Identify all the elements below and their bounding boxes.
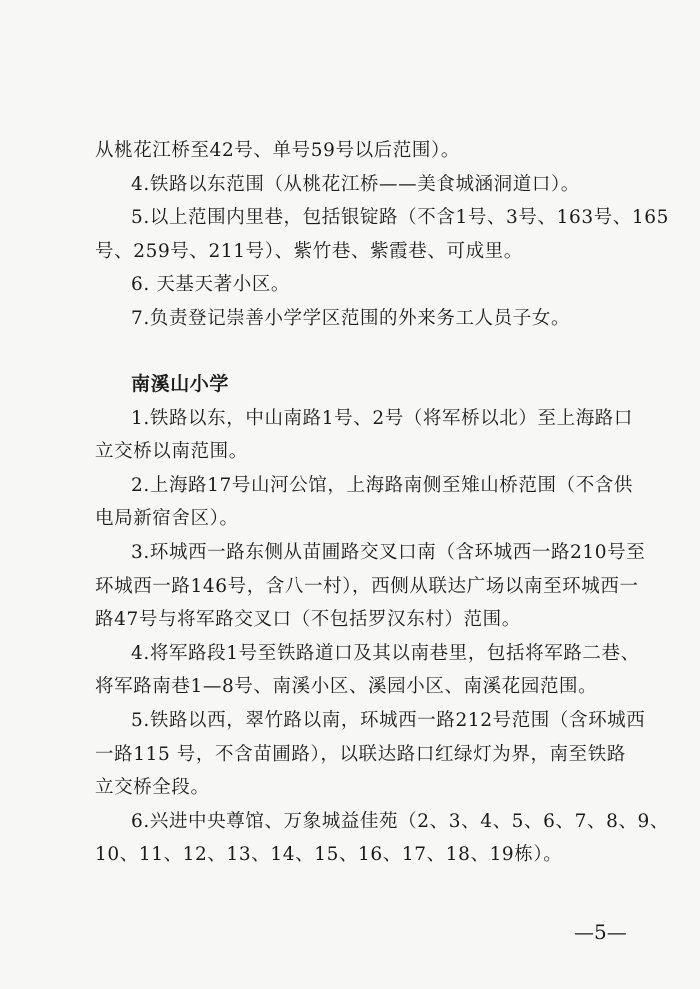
list-item-5: 5.以上范围内里巷，包括银锭路（不含1号、3号、163号、165: [131, 207, 670, 229]
section-heading: 南溪山小学: [131, 373, 230, 395]
section-nanxishan-school: [95, 368, 670, 872]
list-item-6: 6. 天基天著小区。: [131, 274, 291, 296]
list-item-5-continued: 号、259号、211号）、紫竹巷、紫霞巷、可成里。: [95, 240, 523, 262]
list-item-1: 1.铁路以东，中山南路1号、2号（将军桥以北）至上海路口: [131, 407, 633, 429]
list-item-3: 3.环城西一路东侧从苗圃路交叉口南（含环城西一路210号至: [131, 541, 646, 563]
list-item-continued: 从桃花江桥至42号、单号59号以后范围）。: [95, 140, 460, 161]
list-item-1-continued: 立交桥以南范围。: [95, 441, 248, 463]
list-item-2-continued: 电局新宿舍区）。: [95, 508, 239, 530]
list-item-4: 4.将军路段1号至铁路道口及其以南巷里，包括将军路二巷、: [131, 642, 640, 664]
list-item-4-continued: 将军路南巷1—8号、南溪小区、溪园小区、南溪花园范围。: [95, 676, 598, 698]
list-item-5-continued: 立交桥全段。: [95, 777, 210, 799]
list-item-6: 6.兴进中央尊馆、万象城益佳苑（2、3、4、5、6、7、8、9、: [131, 810, 670, 832]
list-item-5: 5.铁路以西，翠竹路以南，环城西一路212号范围（含环城西: [131, 709, 646, 731]
page-number: —5—: [574, 920, 627, 944]
list-item-3-continued: 路47号与将军路交叉口（不包括罗汉东村）范围。: [95, 609, 521, 631]
list-item-3-continued: 环城西一路146号，含八一村），西侧从联达广场以南至环城西一: [95, 575, 639, 597]
list-item-5-continued: 一路115 号，不含苗圃路），以联达路口红绿灯为界，南至铁路: [95, 743, 626, 765]
list-item-4: 4.铁路以东范围（从桃花江桥——美食城涵洞道口）。: [131, 173, 580, 195]
section-continued-list: [95, 134, 670, 336]
list-item-7: 7.负责登记崇善小学学区范围的外来务工人员子女。: [131, 307, 571, 329]
list-item-2: 2.上海路17号山河公馆，上海路南侧至雉山桥范围（不含供: [131, 474, 633, 496]
list-item-6-continued: 10、11、12、13、14、15、16、17、18、19栋）。: [95, 844, 563, 866]
